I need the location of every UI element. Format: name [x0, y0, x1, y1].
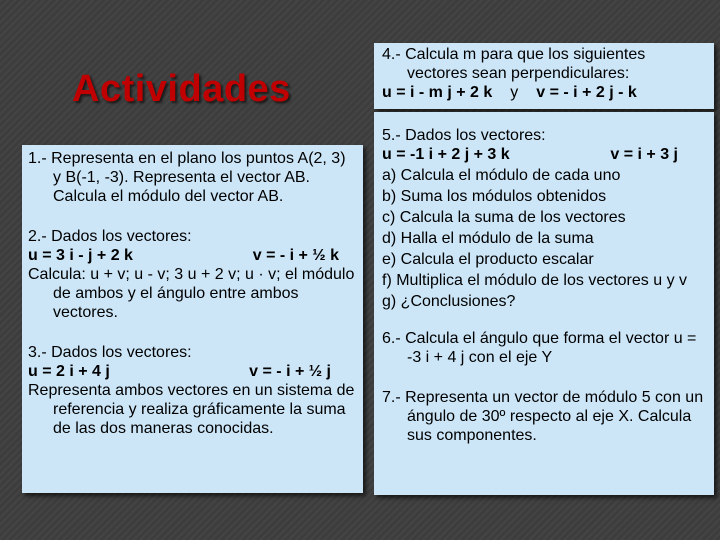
exercise-1: 1.- Representa en el plano los puntos A(2, 3) y B(-1, -3). Representa el vector AB. Calcula el módulo del vector AB. — [28, 150, 346, 205]
exercise-2-intro: 2.- Dados los vectores: — [28, 228, 192, 245]
exercise-4-conjunction: y — [510, 84, 519, 101]
exercise-5-vector-v: v = i + 3 j — [610, 146, 678, 163]
exercise-5-vectors — [382, 145, 706, 164]
slide-title: Actividades — [72, 68, 291, 110]
exercise-3-task: Representa ambos vectores en un sistema de referencia y realiza gráficamente la suma de las dos maneras conocidas. — [28, 382, 355, 437]
exercise-2-vector-v: v = - i + ½ k — [252, 247, 339, 264]
exercise-2-vector-u: u = 3 i - j + 2 k — [28, 247, 133, 264]
exercise-4-panel — [374, 43, 714, 109]
exercise-5-g: g) ¿Conclusiones? — [382, 293, 516, 310]
exercise-5-f: f) Multiplica el módulo de los vectores u y v — [382, 272, 688, 289]
exercise-5-a: a) Calcula el módulo de cada uno — [382, 167, 621, 184]
exercise-5-d: d) Halla el módulo de la suma — [382, 230, 594, 247]
exercise-3-vector-u: u = 2 i + 4 j — [28, 363, 110, 380]
exercise-5-vector-u: u = -1 i + 2 j + 3 k — [382, 146, 510, 163]
exercise-4-vectors — [382, 83, 706, 102]
exercise-5-b: b) Suma los módulos obtenidos — [382, 188, 607, 205]
exercise-5-c: c) Calcula la suma de los vectores — [382, 209, 626, 226]
exercise-3-vectors — [28, 362, 357, 381]
exercise-5-e: e) Calcula el producto escalar — [382, 251, 594, 268]
exercise-4: 4.- Calcula m para que los siguientes vectores sean perpendiculares: — [382, 46, 646, 82]
exercise-3-intro: 3.- Dados los vectores: — [28, 344, 192, 361]
exercise-2-vectors — [28, 246, 357, 265]
exercises-right-panel — [374, 112, 714, 495]
exercise-7: 7.- Representa un vector de módulo 5 con un ángulo de 30º respecto al eje X. Calcula sus componentes. — [382, 389, 704, 444]
exercise-5-intro: 5.- Dados los vectores: — [382, 127, 546, 144]
exercises-left-panel — [22, 145, 363, 493]
exercise-3-vector-v: v = - i + ½ j — [249, 363, 331, 380]
exercise-4-vector-v: v = - i + 2 j - k — [536, 84, 637, 101]
exercise-2-task: Calcula: u + v; u - v; 3 u + 2 v; u · v; el módulo de ambos y el ángulo entre ambos vectores. — [28, 266, 355, 321]
exercise-4-vector-u: u = i - m j + 2 k — [382, 84, 493, 101]
exercise-6: 6.- Calcula el ángulo que forma el vector u = -3 i + 4 j con el eje Y — [382, 330, 697, 366]
